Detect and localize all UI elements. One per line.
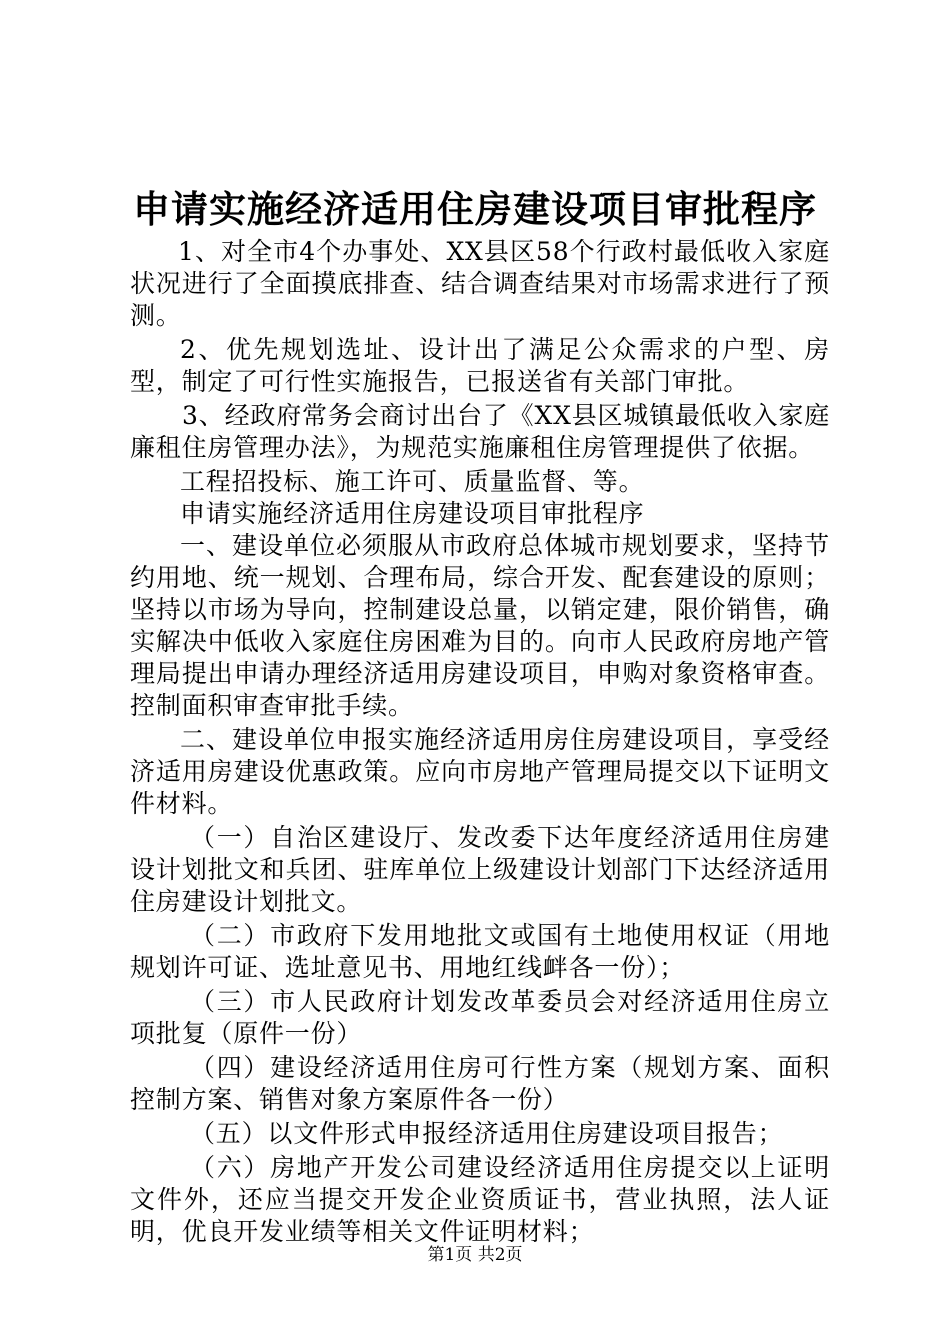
paragraph-5: 申请实施经济适用住房建设项目审批程序 <box>180 499 645 528</box>
paragraph-1: 1、对全市4个办事处、XX县区58个行政村最低收入家庭状况进行了全面摸底排查、结合调查结果对市场需求进行了预测。 <box>130 237 830 330</box>
paragraph-13: （六）房地产开发公司建设经济适用住房提交以上证明文件外，还应当提交开发企业资质证书，营业执照，法人证明，优良开发业绩等相关文件证明材料； <box>130 1153 830 1246</box>
paragraph-10: （三）市人民政府计划发改革委员会对经济适用住房立项批复（原件一份） <box>130 987 830 1048</box>
paragraph-3: 3、经政府常务会商讨出台了《XX县区城镇最低收入家庭廉租住房管理办法》，为规范实施廉租住房管理提供了依据。 <box>130 401 830 462</box>
paragraph-12: （五）以文件形式申报经济适用住房建设项目报告； <box>190 1119 784 1148</box>
page-footer: 第1页 共2页 <box>427 1245 523 1265</box>
paragraph-11: （四）建设经济适用住房可行性方案（规划方案、面积控制方案、销售对象方案原件各一份） <box>130 1053 830 1114</box>
document-title: 申请实施经济适用住房建设项目审批程序 <box>133 187 817 231</box>
paragraph-9: （二）市政府下发用地批文或国有土地使用权证（用地规划许可证、选址意见书、用地红线衅各一份）； <box>130 921 830 982</box>
paragraph-6: 一、建设单位必须服从市政府总体城市规划要求，坚持节约用地、统一规划、合理布局，综合开发、配套建设的原则；坚持以市场为导向，控制建设总量，以销定建，限价销售，确实解决中低收入家庭住房困难为目的。向市人民政府房地产管理局提出申请办理经济适用房建设项目，申购对象资格审查。控制面积审查审批手续。 <box>130 531 830 720</box>
paragraph-4: 工程招投标、施工许可、质量监督、等。 <box>180 467 645 496</box>
paragraph-8: （一）自治区建设厅、发改委下达年度经济适用住房建设计划批文和兵团、驻库单位上级建设计划部门下达经济适用住房建设计划批文。 <box>130 823 830 916</box>
paragraph-7: 二、建设单位申报实施经济适用房住房建设项目，享受经济适用房建设优惠政策。应向市房地产管理局提交以下证明文件材料。 <box>130 725 830 818</box>
document-body <box>130 236 830 1248</box>
paragraph-2: 2、优先规划选址、设计出了满足公众需求的户型、房型，制定了可行性实施报告，已报送省有关部门审批。 <box>130 335 830 396</box>
